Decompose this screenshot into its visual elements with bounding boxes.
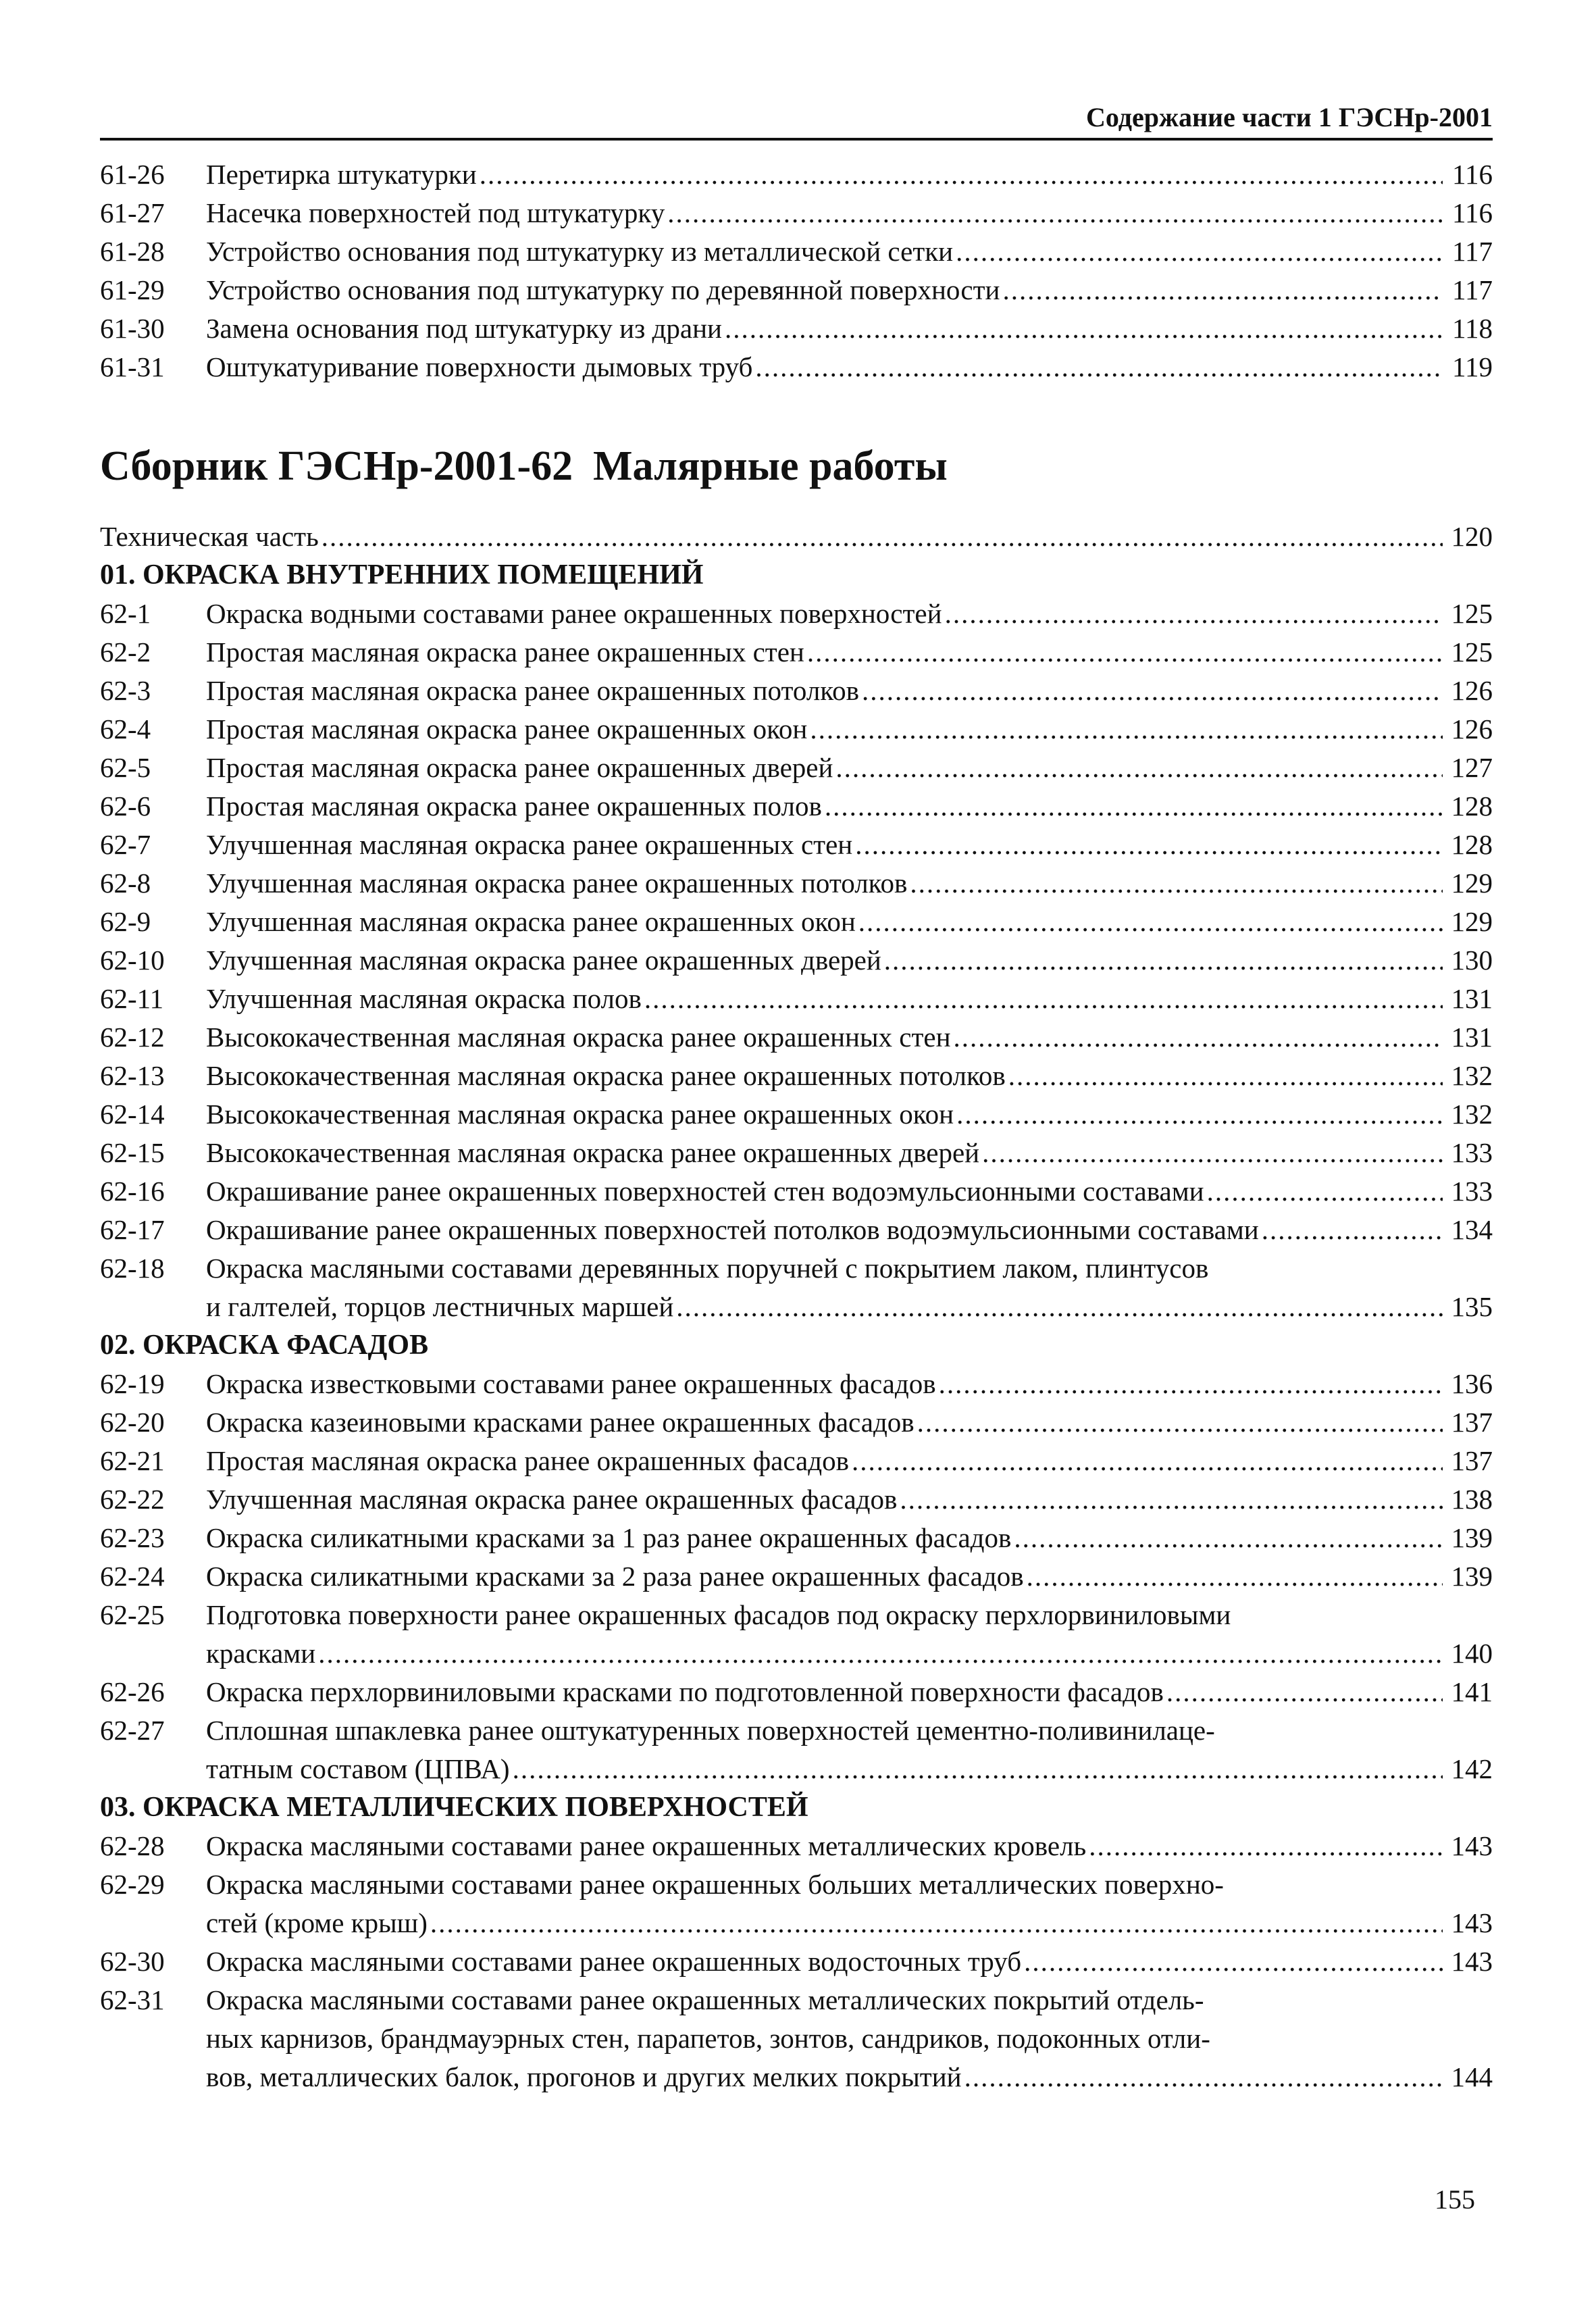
toc-entry-number: 62-9	[100, 906, 151, 937]
toc-entry-text	[206, 309, 1493, 348]
toc-entry	[100, 826, 1493, 864]
toc-entry	[100, 1981, 1493, 2096]
toc-entry	[100, 1596, 1493, 1673]
toc-line	[206, 1557, 1493, 1596]
toc-entry	[100, 309, 1493, 348]
toc-entry	[100, 1211, 1493, 1249]
toc-entry	[100, 1134, 1493, 1172]
leader-dots	[644, 980, 1443, 1018]
toc-entry-title: Окраска масляными составами ранее окрашенных больших металлических поверхно-	[206, 1869, 1224, 1900]
leader-dots	[852, 1442, 1443, 1480]
toc-entry-page: 116	[1452, 197, 1493, 228]
toc-line	[206, 864, 1493, 903]
toc-entry	[100, 903, 1493, 941]
leader-dots	[956, 1095, 1443, 1134]
toc-entry-text	[206, 1018, 1493, 1057]
toc-entry-title: Подготовка поверхности ранее окрашенных фасадов под окраску перхлорвиниловыми	[206, 1599, 1231, 1630]
toc-line	[206, 672, 1493, 710]
toc-entry	[100, 1172, 1493, 1211]
toc-line	[206, 749, 1493, 787]
toc-line	[206, 1634, 1493, 1673]
toc-entry-text	[206, 1057, 1493, 1095]
toc-entry-title: Высококачественная масляная окраска ранее окрашенных окон	[206, 1099, 954, 1130]
toc-entry-title: Высококачественная масляная окраска ранее окрашенных стен	[206, 1022, 951, 1053]
toc-line	[206, 271, 1493, 309]
toc-entry-text	[206, 1480, 1493, 1519]
toc-entry	[100, 1095, 1493, 1134]
toc-entry-page: 127	[1451, 752, 1493, 783]
toc-entry-page: 117	[1452, 236, 1493, 267]
leader-dots	[807, 633, 1443, 672]
toc-section	[100, 556, 1493, 1326]
leader-dots	[513, 1750, 1443, 1788]
toc-entry-page: 128	[1451, 829, 1493, 860]
toc-entry-title: Устройство основания под штукатурку из металлической сетки	[206, 236, 954, 267]
toc-line	[206, 710, 1493, 749]
page-number: 155	[1435, 2184, 1475, 2215]
toc-entry-page: 132	[1451, 1099, 1493, 1130]
toc-entry-title: вов, металлических балок, прогонов и других мелких покрытий	[206, 2061, 962, 2092]
toc-entry-page: 135	[1451, 1291, 1493, 1322]
toc-entry-title: Простая масляная окраска ранее окрашенных стен	[206, 636, 804, 668]
toc-entry-text	[206, 672, 1493, 710]
toc-line	[206, 1480, 1493, 1519]
technical-part-label: Техническая часть	[100, 521, 319, 552]
toc-entry-number: 62-18	[100, 1253, 165, 1284]
toc-entry-number: 62-29	[100, 1869, 165, 1900]
leader-dots	[900, 1480, 1443, 1519]
toc-line	[206, 826, 1493, 864]
running-header-title: Содержание части 1 ГЭСНр-2001	[1086, 102, 1493, 132]
toc-entry-title: Окрашивание ранее окрашенных поверхностей потолков водоэмульсионными составами	[206, 1214, 1259, 1245]
toc-entry-text	[206, 1172, 1493, 1211]
toc-entry-title: Высококачественная масляная окраска ранее окрашенных дверей	[206, 1137, 980, 1168]
toc-entry-page: 139	[1451, 1522, 1493, 1553]
toc-entry	[100, 1480, 1493, 1519]
section-heading: 02. ОКРАСКА ФАСАДОВ	[100, 1330, 429, 1361]
toc-entry-text	[206, 826, 1493, 864]
toc-entry-number: 62-10	[100, 945, 165, 976]
leader-dots	[1002, 271, 1443, 309]
toc-entry-title: и галтелей, торцов лестничных маршей	[206, 1291, 674, 1322]
toc-entry	[100, 1365, 1493, 1403]
toc-entry-page: 144	[1451, 2061, 1493, 2092]
toc-entry	[100, 1865, 1493, 1942]
toc-entry-number: 62-6	[100, 790, 151, 822]
leader-dots	[945, 595, 1443, 633]
leader-dots	[884, 941, 1443, 980]
toc-entry-title: Простая масляная окраска ранее окрашенных фасадов	[206, 1445, 849, 1476]
toc-entry	[100, 232, 1493, 271]
toc-entry-number: 62-24	[100, 1561, 165, 1592]
toc-entry-text	[206, 633, 1493, 672]
toc-line	[206, 1365, 1493, 1403]
toc-entry	[100, 787, 1493, 826]
toc-entry-number: 62-21	[100, 1445, 165, 1476]
toc-entry-title: Улучшенная масляная окраска ранее окрашенных окон	[206, 906, 856, 937]
toc-entry-title: Простая масляная окраска ранее окрашенных дверей	[206, 752, 833, 783]
toc-entry-title: Окраска казеиновыми красками ранее окрашенных фасадов	[206, 1407, 915, 1438]
toc-entry-page: 131	[1451, 1022, 1493, 1053]
toc-entry	[100, 1827, 1493, 1865]
toc-entry-number: 62-8	[100, 867, 151, 899]
leader-dots	[939, 1365, 1443, 1403]
toc-entry-number: 62-23	[100, 1522, 165, 1553]
toc-entry	[100, 1403, 1493, 1442]
toc-entry-number: 61-30	[100, 313, 165, 344]
toc-entry-page: 129	[1451, 867, 1493, 899]
toc-entry-page: 136	[1451, 1368, 1493, 1399]
toc-line	[206, 1596, 1493, 1634]
toc-entry-text	[206, 1981, 1493, 2096]
leader-dots	[1014, 1519, 1443, 1557]
leader-dots	[1008, 1057, 1443, 1095]
toc-entry-number: 62-28	[100, 1830, 165, 1861]
toc-line	[206, 941, 1493, 980]
document-page	[100, 101, 1493, 2096]
toc-entry-number: 61-26	[100, 159, 165, 190]
toc-entry-number: 62-19	[100, 1368, 165, 1399]
toc-entry-title: Окраска масляными составами деревянных поручней с покрытием лаком, плинтусов	[206, 1253, 1209, 1284]
toc-entry	[100, 864, 1493, 903]
toc-entry-title: Улучшенная масляная окраска полов	[206, 983, 642, 1014]
toc-entry-text	[206, 1095, 1493, 1134]
toc-line	[206, 1827, 1493, 1865]
toc-entry-text	[206, 1557, 1493, 1596]
toc-entry	[100, 672, 1493, 710]
leader-dots	[910, 864, 1443, 903]
toc-entry-page: 140	[1451, 1638, 1493, 1669]
toc-entry-page: 141	[1451, 1676, 1493, 1707]
toc-entry-number: 62-15	[100, 1137, 165, 1168]
toc-line	[206, 1057, 1493, 1095]
toc-entry-text	[206, 941, 1493, 980]
toc-entry	[100, 941, 1493, 980]
toc-line	[206, 1711, 1493, 1750]
toc-line	[206, 232, 1493, 271]
leader-dots	[956, 232, 1443, 271]
toc-entry-text	[206, 1519, 1493, 1557]
toc-entry-number: 62-30	[100, 1946, 165, 1977]
leader-dots	[982, 1134, 1443, 1172]
toc-entry-text	[206, 1673, 1493, 1711]
leader-dots	[1024, 1942, 1443, 1981]
leader-dots	[321, 518, 1443, 556]
toc-entry-number: 62-13	[100, 1060, 165, 1091]
toc-entry-title: Окраска масляными составами ранее окрашенных металлических покрытий отдель-	[206, 1984, 1204, 2015]
technical-part-page: 120	[1451, 521, 1493, 552]
toc-entry-number: 61-27	[100, 197, 165, 228]
collection-heading	[100, 439, 1493, 493]
toc-entry-text	[206, 1596, 1493, 1673]
toc-entry-title: Насечка поверхностей под штукатурку	[206, 197, 665, 228]
toc-entry	[100, 1018, 1493, 1057]
leader-dots	[1027, 1557, 1443, 1596]
toc-line	[206, 1211, 1493, 1249]
toc-entry-page: 130	[1451, 945, 1493, 976]
toc-entry	[100, 1557, 1493, 1596]
toc-entry-text	[206, 1365, 1493, 1403]
toc-line	[206, 309, 1493, 348]
toc-line	[206, 903, 1493, 941]
toc-sections	[100, 556, 1493, 2096]
toc-entry-title: Окраска водными составами ранее окрашенных поверхностей	[206, 598, 942, 629]
toc-line	[206, 1442, 1493, 1480]
toc-entry-page: 117	[1452, 274, 1493, 305]
toc-section	[100, 1788, 1493, 2096]
toc-entry-text	[206, 749, 1493, 787]
toc-entry-page: 116	[1452, 159, 1493, 190]
toc-entry	[100, 595, 1493, 633]
toc-entry-page: 129	[1451, 906, 1493, 937]
toc-entry-number: 62-3	[100, 675, 151, 706]
leader-dots	[825, 787, 1443, 826]
toc-entry-text	[206, 194, 1493, 232]
toc-entry-text	[206, 1134, 1493, 1172]
toc-entry-text	[206, 155, 1493, 194]
toc-entry-page: 119	[1452, 351, 1493, 382]
leader-dots	[954, 1018, 1443, 1057]
toc-entry	[100, 348, 1493, 386]
leader-dots	[1166, 1673, 1443, 1711]
toc-entry-title: стей (кроме крыш)	[206, 1907, 428, 1938]
toc-entry	[100, 1673, 1493, 1711]
leader-dots	[1262, 1211, 1443, 1249]
toc-line	[206, 1904, 1493, 1942]
toc-entry-title: Окраска масляными составами ранее окрашенных металлических кровель	[206, 1830, 1087, 1861]
toc-entry-title: Перетирка штукатурки	[206, 159, 477, 190]
toc-entry-title: Простая масляная окраска ранее окрашенных полов	[206, 790, 822, 822]
toc-entry	[100, 980, 1493, 1018]
collection-title: Малярные работы	[593, 443, 948, 489]
toc-entry-number: 62-12	[100, 1022, 165, 1053]
toc-entry-title: Замена основания под штукатурку из драни	[206, 313, 722, 344]
toc-entry-number: 62-11	[100, 983, 164, 1014]
toc-entry-text	[206, 1403, 1493, 1442]
toc-line	[206, 1018, 1493, 1057]
toc-entry-title: ных карнизов, брандмауэрных стен, парапетов, зонтов, сандриков, подоконных отли-	[206, 2023, 1210, 2054]
leader-dots	[1207, 1172, 1443, 1211]
toc-entry-text	[206, 1442, 1493, 1480]
toc-entry-page: 125	[1451, 636, 1493, 668]
leader-dots	[862, 672, 1443, 710]
leader-dots	[917, 1403, 1443, 1442]
toc-line	[206, 1865, 1493, 1904]
toc-entry-title: Окраска масляными составами ранее окрашенных водосточных труб	[206, 1946, 1022, 1977]
toc-entry	[100, 633, 1493, 672]
toc-entry-number: 62-4	[100, 713, 151, 745]
toc-entry	[100, 1711, 1493, 1788]
toc-entry-title: Простая масляная окраска ранее окрашенных окон	[206, 713, 808, 745]
toc-entry-title: Улучшенная масляная окраска ранее окрашенных потолков	[206, 867, 908, 899]
toc-entry	[100, 1057, 1493, 1095]
toc-entry-text	[206, 1211, 1493, 1249]
toc-entry-text	[206, 1942, 1493, 1981]
toc-line	[206, 1134, 1493, 1172]
toc-line	[206, 2058, 1493, 2096]
leader-dots	[964, 2058, 1443, 2096]
toc-entry	[100, 749, 1493, 787]
toc-entry-title: татным составом (ЦПВА)	[206, 1753, 510, 1784]
toc-entry-title: Окраска перхлорвиниловыми красками по подготовленной поверхности фасадов	[206, 1676, 1164, 1707]
toc-entry-page: 143	[1451, 1946, 1493, 1977]
toc-line	[206, 1519, 1493, 1557]
leader-dots	[725, 309, 1443, 348]
leader-dots	[810, 710, 1443, 749]
technical-part-entry	[100, 518, 1493, 556]
toc-entry-text	[206, 348, 1493, 386]
toc-entry-page: 126	[1451, 675, 1493, 706]
toc-entry-page: 133	[1451, 1137, 1493, 1168]
toc-line	[206, 1750, 1493, 1788]
toc-line	[206, 1981, 1493, 2019]
toc-entry-title: Устройство основания под штукатурку по деревянной поверхности	[206, 274, 1000, 305]
toc-entry-page: 138	[1451, 1484, 1493, 1515]
leader-dots	[430, 1904, 1443, 1942]
toc-entry-number: 62-26	[100, 1676, 165, 1707]
leader-dots	[755, 348, 1443, 386]
toc-entry-number: 62-14	[100, 1099, 165, 1130]
toc-entry-page: 143	[1451, 1830, 1493, 1861]
toc-entry-page: 133	[1451, 1176, 1493, 1207]
toc-entry-text	[206, 864, 1493, 903]
leader-dots	[858, 903, 1443, 941]
toc-entry-page: 143	[1451, 1907, 1493, 1938]
leader-dots	[318, 1634, 1443, 1673]
collection-code: Сборник ГЭСНр-2001-62	[100, 443, 573, 489]
toc-entry-page: 126	[1451, 713, 1493, 745]
leader-dots	[855, 826, 1443, 864]
toc-line	[206, 595, 1493, 633]
toc-entry-number: 61-31	[100, 351, 165, 382]
toc-entry-page: 125	[1451, 598, 1493, 629]
leader-dots	[835, 749, 1443, 787]
toc-entry	[100, 1442, 1493, 1480]
toc-entry-number: 62-7	[100, 829, 151, 860]
toc-entry-text	[206, 903, 1493, 941]
toc-entry-text	[206, 1865, 1493, 1942]
toc-line	[206, 155, 1493, 194]
toc-entry-page: 131	[1451, 983, 1493, 1014]
toc-entry-number: 62-2	[100, 636, 151, 668]
leader-dots	[676, 1288, 1443, 1326]
toc-line	[206, 1095, 1493, 1134]
toc-line	[206, 633, 1493, 672]
toc-line	[206, 348, 1493, 386]
toc-entry-text	[206, 710, 1493, 749]
toc-entry-number: 61-29	[100, 274, 165, 305]
toc-entry	[100, 1519, 1493, 1557]
toc-entry-page: 139	[1451, 1561, 1493, 1592]
toc-entry-number: 62-16	[100, 1176, 165, 1207]
toc-entry-number: 62-17	[100, 1214, 165, 1245]
toc-entry	[100, 155, 1493, 194]
toc-entry-title: Окрашивание ранее окрашенных поверхностей стен водоэмульсионными составами	[206, 1176, 1204, 1207]
toc-line	[206, 787, 1493, 826]
toc-entry-title: Сплошная шпаклевка ранее оштукатуренных поверхностей цементно-поливинилаце-	[206, 1715, 1215, 1746]
toc-entry	[100, 194, 1493, 232]
toc-entry-text	[206, 595, 1493, 633]
toc-line	[206, 1249, 1493, 1288]
toc-section	[100, 1326, 1493, 1788]
toc-line	[206, 1288, 1493, 1326]
toc-entry	[100, 710, 1493, 749]
toc-entry-title: Оштукатуривание поверхности дымовых труб	[206, 351, 753, 382]
toc-entry-number: 61-28	[100, 236, 165, 267]
toc-entry-page: 132	[1451, 1060, 1493, 1091]
toc-line	[206, 1673, 1493, 1711]
toc-entry-number: 62-25	[100, 1599, 165, 1630]
leader-dots	[480, 155, 1443, 194]
toc-entry-title: красками	[206, 1638, 316, 1669]
toc-entry-page: 142	[1451, 1753, 1493, 1784]
toc-entry	[100, 271, 1493, 309]
toc-line	[206, 194, 1493, 232]
toc-line	[206, 980, 1493, 1018]
toc-entry-title: Простая масляная окраска ранее окрашенных потолков	[206, 675, 859, 706]
toc-entry-number: 62-22	[100, 1484, 165, 1515]
toc-entry-page: 137	[1451, 1407, 1493, 1438]
toc-entry-title: Улучшенная масляная окраска ранее окрашенных дверей	[206, 945, 881, 976]
toc-entry-text	[206, 1711, 1493, 1788]
toc-entry-text	[206, 1827, 1493, 1865]
section-heading: 01. ОКРАСКА ВНУТРЕННИХ ПОМЕЩЕНИЙ	[100, 559, 704, 590]
toc-entry-number: 62-27	[100, 1715, 165, 1746]
toc-line	[206, 1403, 1493, 1442]
toc-entry-page: 134	[1451, 1214, 1493, 1245]
toc-entry-number: 62-1	[100, 598, 151, 629]
toc-entry-number: 62-31	[100, 1984, 165, 2015]
toc-entry-text	[206, 980, 1493, 1018]
toc-entry-text	[206, 271, 1493, 309]
toc-entry-title: Высококачественная масляная окраска ранее окрашенных потолков	[206, 1060, 1006, 1091]
toc-entry-number: 62-5	[100, 752, 151, 783]
toc-entry-title: Улучшенная масляная окраска ранее окрашенных фасадов	[206, 1484, 898, 1515]
section-heading: 03. ОКРАСКА МЕТАЛЛИЧЕСКИХ ПОВЕРХНОСТЕЙ	[100, 1792, 808, 1823]
toc-entry	[100, 1249, 1493, 1326]
toc-line	[206, 2019, 1493, 2058]
toc-entry-text	[206, 1249, 1493, 1326]
toc-entry-number: 62-20	[100, 1407, 165, 1438]
toc-line	[100, 518, 1493, 556]
toc-top-list	[100, 155, 1493, 386]
leader-dots	[667, 194, 1443, 232]
toc-line	[206, 1942, 1493, 1981]
toc-entry-title: Окраска силикатными красками за 2 раза ранее окрашенных фасадов	[206, 1561, 1024, 1592]
toc-entry-title: Улучшенная масляная окраска ранее окрашенных стен	[206, 829, 853, 860]
toc-entry-page: 137	[1451, 1445, 1493, 1476]
toc-line	[206, 1172, 1493, 1211]
toc-entry-page: 128	[1451, 790, 1493, 822]
toc-entry-page: 118	[1452, 313, 1493, 344]
running-header	[100, 101, 1493, 141]
leader-dots	[1089, 1827, 1443, 1865]
toc-entry	[100, 1942, 1493, 1981]
toc-entry-text	[206, 232, 1493, 271]
toc-entry-title: Окраска известковыми составами ранее окрашенных фасадов	[206, 1368, 936, 1399]
toc-entry-title: Окраска силикатными красками за 1 раз ранее окрашенных фасадов	[206, 1522, 1012, 1553]
toc-entry-text	[206, 787, 1493, 826]
